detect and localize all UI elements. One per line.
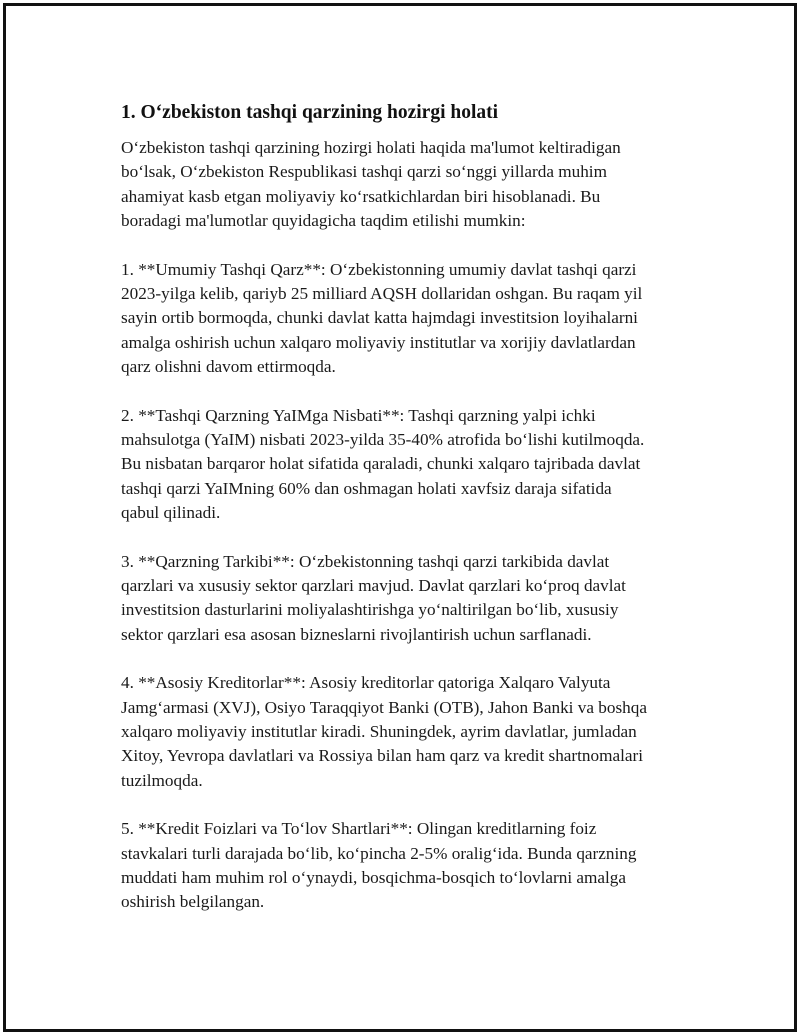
text-line: qarz olishni davom ettirmoqda. [121, 356, 336, 376]
text-line: tuzilmoqda. [121, 770, 203, 790]
text-line: qarzlari va xususiy sektor qarzlari mavjud. Davlat qarzlari ko‘proq davlat [121, 575, 626, 595]
text-line: 3. **Qarzning Tarkibi**: O‘zbekistonning tashqi qarzi tarkibida davlat [121, 551, 610, 571]
text-line: oshirish belgilangan. [121, 892, 265, 912]
text-line: 2. **Tashqi Qarzning YaIMga Nisbati**: Tashqi qarzning yalpi ichki [121, 405, 596, 425]
text-line: 5. **Kredit Foizlari va To‘lov Shartlari**: Olingan kreditlarning foiz [121, 819, 597, 839]
text-line: muddati ham muhim rol o‘ynaydi, bosqichma-bosqich to‘lovlarni amalga [121, 867, 627, 887]
item-2-paragraph [121, 404, 701, 525]
item-4-paragraph [121, 671, 701, 792]
intro-paragraph [121, 136, 701, 233]
text-line: mahsulotga (YaIM) nisbati 2023-yilda 35-40% atrofida bo‘lishi kutilmoqda. [121, 429, 645, 449]
text-line: ahamiyat kasb etgan moliyaviy ko‘rsatkichlardan biri hisoblanadi. Bu [121, 186, 601, 206]
text-line: 2023-yilga kelib, qariyb 25 milliard AQSH dollaridan oshgan. Bu raqam yil [121, 283, 643, 303]
text-line: tashqi qarzi YaIMning 60% dan oshmagan holati xavfsiz daraja sifatida [121, 478, 612, 498]
document-body [121, 100, 701, 939]
text-line: investitsion dasturlarini moliyalashtirishga yo‘naltirilgan bo‘lib, xususiy [121, 600, 619, 620]
text-line: sayin ortib bormoqda, chunki davlat katta hajmdagi investitsion loyihalarni [121, 308, 638, 328]
text-line: boradagi ma'lumotlar quyidagicha taqdim etilishi mumkin: [121, 210, 526, 230]
section-title: 1. O‘zbekiston tashqi qarzining hozirgi holati [121, 102, 499, 123]
text-line: sektor qarzlari esa asosan bizneslarni rivojlantirish uchun sarflanadi. [121, 624, 592, 644]
item-1-paragraph [121, 258, 701, 379]
text-line: qabul qilinadi. [121, 502, 221, 522]
text-line: O‘zbekiston tashqi qarzining hozirgi holati haqida ma'lumot keltiradigan [121, 138, 621, 157]
text-line: bo‘lsak, O‘zbekiston Respublikasi tashqi qarzi so‘nggi yillarda muhim [121, 162, 607, 182]
paragraph-list [121, 136, 701, 915]
text-line: stavkalari turli darajada bo‘lib, ko‘pincha 2-5% oralig‘ida. Bunda qarzning [121, 843, 637, 863]
text-line: amalga oshirish uchun xalqaro moliyaviy institutlar va xorijiy davlatlardan [121, 332, 636, 352]
item-3-paragraph [121, 550, 701, 647]
text-line: xalqaro moliyaviy institutlar kiradi. Shuningdek, ayrim davlatlar, jumladan [121, 721, 637, 741]
text-line: Xitoy, Yevropa davlatlari va Rossiya bilan ham qarz va kredit shartnomalari [121, 746, 644, 766]
text-line: Bu nisbatan barqaror holat sifatida qaraladi, chunki xalqaro tajribada davlat [121, 454, 641, 474]
text-line: Jamg‘armasi (XVJ), Osiyo Taraqqiyot Banki (OTB), Jahon Banki va boshqa [121, 697, 647, 717]
item-5-paragraph [121, 817, 701, 914]
page-frame [3, 3, 797, 1032]
text-line: 1. **Umumiy Tashqi Qarz**: O‘zbekistonning umumiy davlat tashqi qarzi [121, 259, 637, 279]
text-line: 4. **Asosiy Kreditorlar**: Asosiy kreditorlar qatoriga Xalqaro Valyuta [121, 673, 611, 693]
